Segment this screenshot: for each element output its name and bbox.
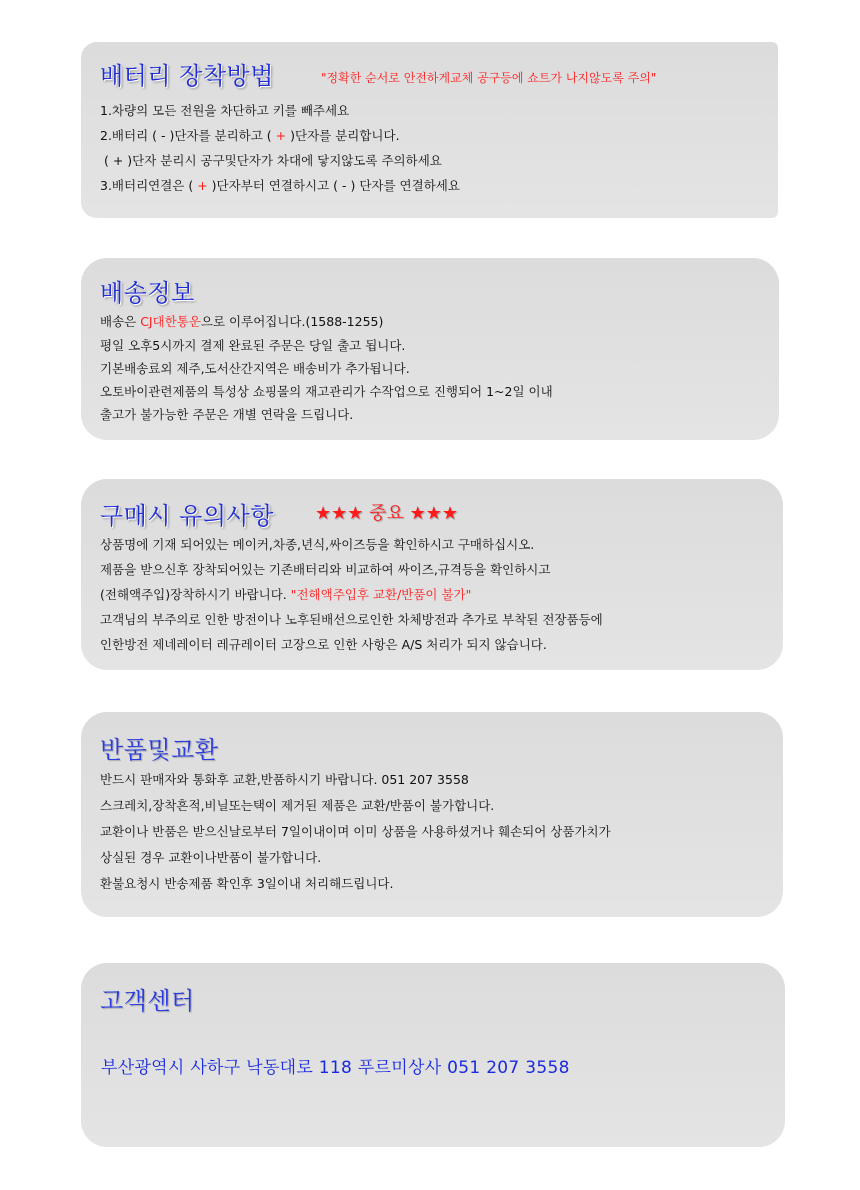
battery-steps xyxy=(100,98,460,198)
shipping-info xyxy=(100,310,553,426)
shipping-line: 기본배송료외 제주,도서산간지역은 배송비가 추가됩니다. xyxy=(100,361,410,376)
returns-title: 반품및교환 xyxy=(100,736,219,764)
returns-line: 상실된 경우 교환이나반품이 불가합니다. xyxy=(100,850,322,865)
shipping-line: 평일 오후5시까지 결제 완료된 주문은 당일 출고 됩니다. xyxy=(100,338,406,353)
purchase-title: 구매시 유의사항 xyxy=(100,502,274,530)
customer-center-section xyxy=(81,963,785,1147)
returns-line: 환불요청시 반송제품 확인후 3일이내 처리해드립니다. xyxy=(100,876,394,891)
shipping-courier-line: 배송은 CJ대한통운으로 이루어집니다.(1588-1255) xyxy=(100,314,384,329)
purchase-line: 제품을 받으신후 장착되어있는 기존배터리와 비교하여 싸이즈,규격등을 확인하시고 xyxy=(100,562,551,577)
battery-step-2-note: ( + )단자 분리시 공구및단자가 차대에 닿지않도록 주의하세요 xyxy=(104,153,442,168)
returns-line: 교환이나 반품은 받으신날로부터 7일이내이며 이미 상품을 사용하셨거나 훼손되어 상품가치가 xyxy=(100,824,611,839)
battery-title: 배터리 장착방법 xyxy=(100,62,274,90)
customer-center-title: 고객센터 xyxy=(100,987,195,1015)
battery-step-2: 2.배터리 ( - )단자를 분리하고 ( + )단자를 분리합니다. xyxy=(100,128,400,143)
battery-notice: "정확한 순서로 안전하게교체 공구등에 쇼트가 나지않도록 주의" xyxy=(321,71,657,85)
returns-section xyxy=(81,712,783,917)
battery-step-1: 1.차량의 모든 전원을 차단하고 키를 빼주세요 xyxy=(100,103,350,118)
shipping-line: 출고가 불가능한 주문은 개별 연락을 드립니다. xyxy=(100,407,354,422)
shipping-line: 오토바이관련제품의 특성상 쇼핑몰의 재고관리가 수작업으로 진행되어 1~2일 이내 xyxy=(100,384,553,399)
customer-center-address: 부산광역시 사하구 낙동대로 118 푸르미상사 051 207 3558 xyxy=(101,1058,570,1078)
battery-step-3: 3.배터리연결은 ( + )단자부터 연결하시고 ( - ) 단자를 연결하세요 xyxy=(100,178,460,193)
purchase-caution-lines xyxy=(100,532,603,657)
shipping-title: 배송정보 xyxy=(100,279,195,307)
purchase-caution-section xyxy=(81,479,783,670)
returns-lines xyxy=(100,767,611,897)
purchase-line: 상품명에 기재 되어있는 메이커,차종,년식,싸이즈등을 확인하시고 구매하십시오. xyxy=(100,537,535,552)
purchase-line: 인한방전 제네레이터 레규레이터 고장으로 인한 사항은 A/S 처리가 되지 않습니다. xyxy=(100,637,547,652)
battery-section xyxy=(81,42,778,218)
important-stars: ★★★ 중요 ★★★ xyxy=(315,503,459,524)
returns-line: 반드시 판매자와 통화후 교환,반품하시기 바랍니다. 051 207 3558 xyxy=(100,772,469,787)
purchase-line: 고객님의 부주의로 인한 방전이나 노후된배선으로인한 차체방전과 추가로 부착된 전장품등에 xyxy=(100,612,603,627)
returns-line: 스크레치,장착흔적,비닐또는택이 제거된 제품은 교환/반품이 불가합니다. xyxy=(100,798,495,813)
purchase-line: (전해액주입)장착하시기 바랍니다. "전해액주입후 교환/반품이 불가" xyxy=(100,587,472,602)
shipping-section xyxy=(81,258,779,440)
